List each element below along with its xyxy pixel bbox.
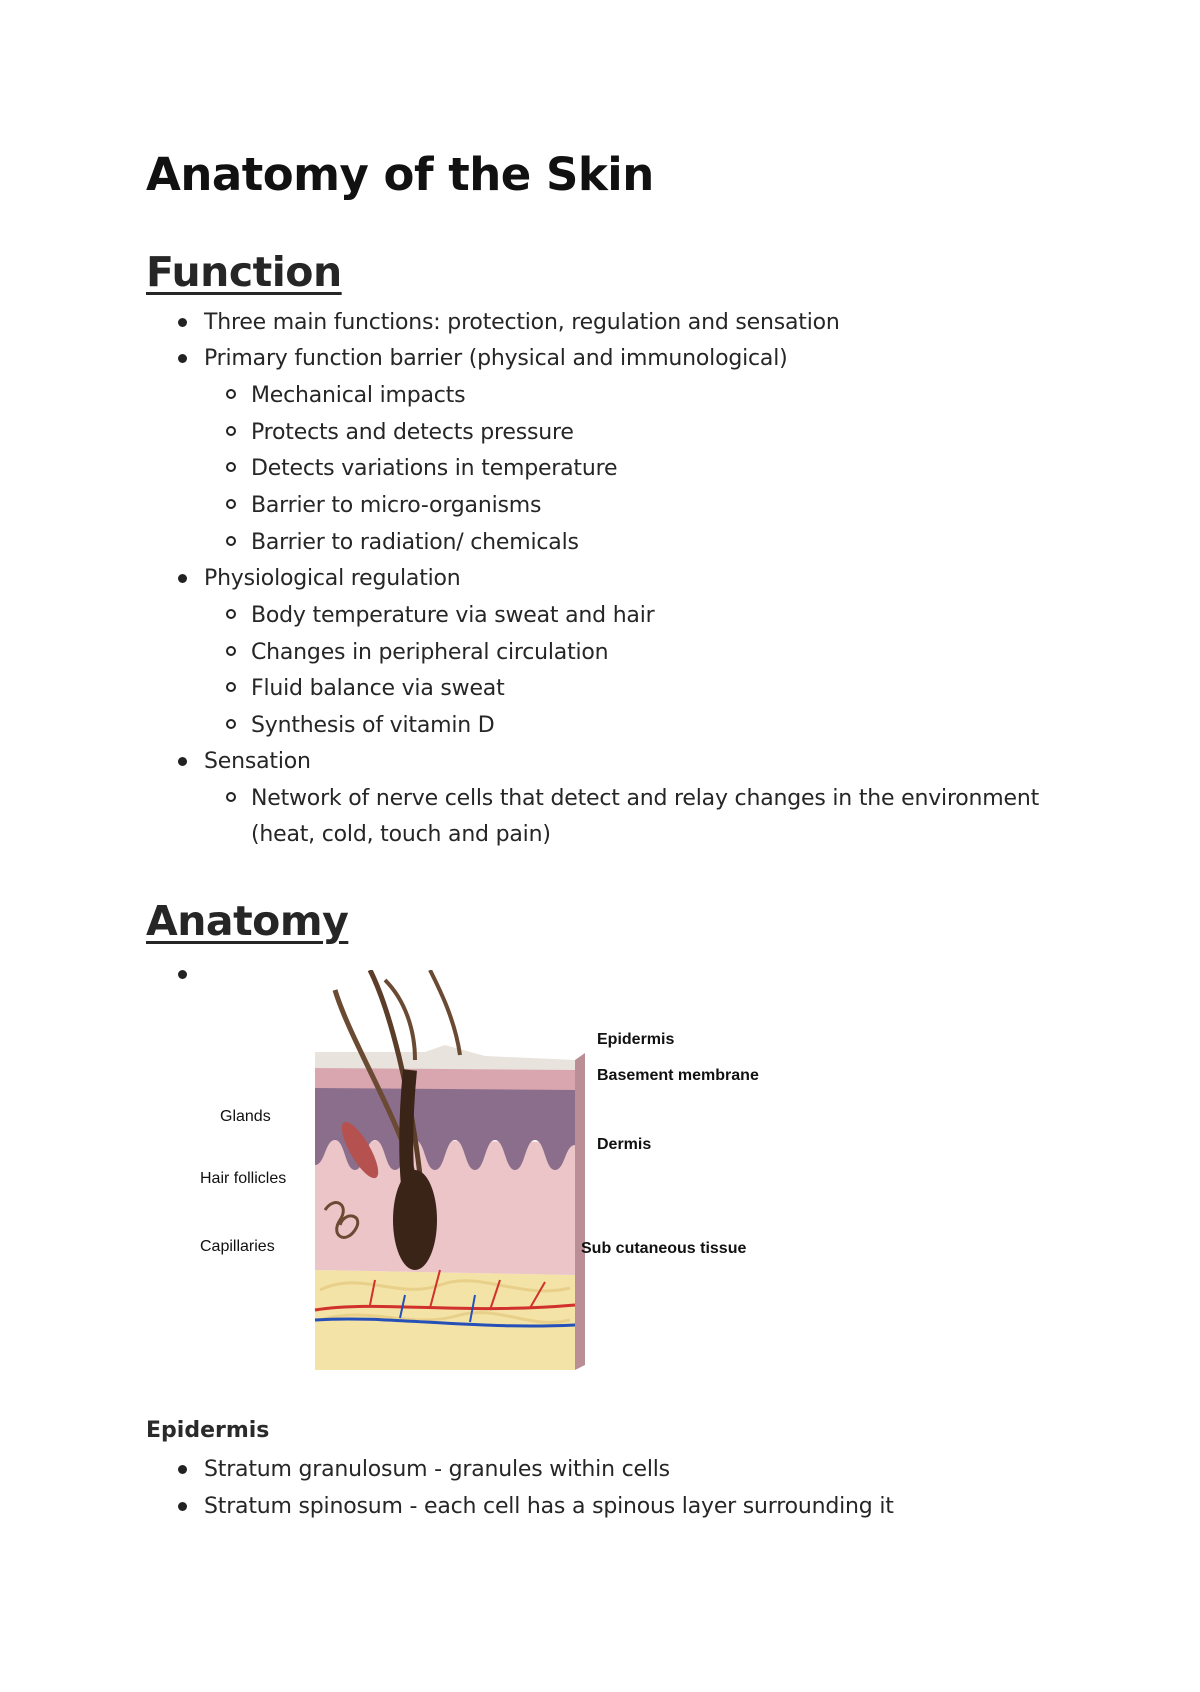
sub-bullet-icon (226, 389, 236, 399)
bullet-icon (178, 318, 187, 327)
bullet-icon (178, 970, 187, 979)
list-item: Stratum spinosum - each cell has a spinous layer surrounding it (204, 1494, 894, 1519)
bullet-icon (178, 1465, 187, 1474)
sub-list-item: Changes in peripheral circulation (251, 640, 609, 665)
sub-bullet-icon (226, 609, 236, 619)
list-item: Stratum granulosum - granules within cells (204, 1457, 670, 1482)
sub-bullet-icon (226, 646, 236, 656)
sub-list-item: Body temperature via sweat and hair (251, 603, 655, 628)
label-subcutaneous-tissue: Sub cutaneous tissue (581, 1240, 747, 1257)
bullet-icon (178, 354, 187, 363)
label-epidermis: Epidermis (597, 1031, 675, 1048)
sub-bullet-icon (226, 536, 236, 546)
label-capillaries: Capillaries (200, 1238, 275, 1255)
label-dermis: Dermis (597, 1136, 652, 1153)
sub-list-item: Fluid balance via sweat (251, 676, 505, 701)
section-heading-anatomy: Anatomy (146, 897, 349, 945)
bullet-icon (178, 757, 187, 766)
sub-list-item: Mechanical impacts (251, 383, 466, 408)
list-item: Sensation (204, 749, 311, 774)
sub-list-item: Barrier to micro-organisms (251, 493, 542, 518)
label-glands: Glands (220, 1108, 271, 1125)
sub-list-item: Detects variations in temperature (251, 456, 618, 481)
subsection-heading-epidermis: Epidermis (146, 1418, 270, 1443)
sub-bullet-icon (226, 792, 236, 802)
skin-cross-section-illustration (200, 970, 800, 1370)
sub-list-item: Network of nerve cells that detect and relay changes in the environment (251, 786, 1040, 811)
label-hair-follicles: Hair follicles (200, 1170, 287, 1187)
sub-bullet-icon (226, 499, 236, 509)
skin-anatomy-figure (200, 970, 800, 1370)
page-title: Anatomy of the Skin (146, 148, 654, 201)
sub-bullet-icon (226, 462, 236, 472)
sub-bullet-icon (226, 682, 236, 692)
bullet-icon (178, 1502, 187, 1511)
sub-bullet-icon (226, 426, 236, 436)
section-heading-function: Function (146, 248, 342, 296)
label-basement-membrane: Basement membrane (597, 1067, 759, 1084)
list-item: Primary function barrier (physical and immunological) (204, 346, 788, 371)
sub-list-item: Protects and detects pressure (251, 420, 574, 445)
list-item: Physiological regulation (204, 566, 461, 591)
sub-bullet-icon (226, 719, 236, 729)
sub-list-item: Barrier to radiation/ chemicals (251, 530, 579, 555)
sub-list-item-continuation: (heat, cold, touch and pain) (251, 822, 551, 847)
sub-list-item: Synthesis of vitamin D (251, 713, 495, 738)
bullet-icon (178, 574, 187, 583)
list-item: Three main functions: protection, regulation and sensation (204, 310, 840, 335)
stratum-corneum (315, 1045, 575, 1070)
